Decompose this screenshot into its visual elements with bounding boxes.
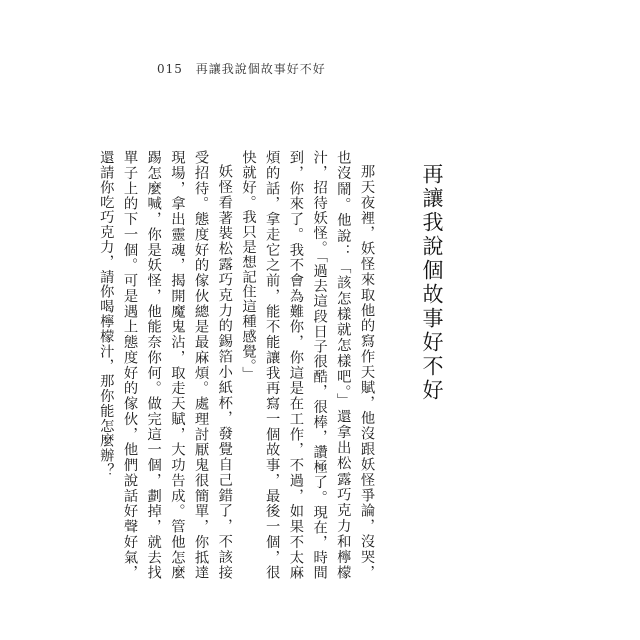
chapter-title: 再讓我說個故事好不好: [420, 163, 444, 403]
running-title: 再讓我說個故事好不好: [195, 62, 326, 76]
body-text: [98, 150, 378, 580]
paragraph: 那天夜裡，妖怪來取他的寫作天賦，他沒跟妖怪爭論，沒哭，也沒鬧。他說：「該怎樣就怎樣吧。」還拿出松露巧克力和檸檬汁，招待妖怪。「過去這段日子很酷，很棒，讚極了。現在，時間到，你來了。我不會為難你，你這是在工作，不過，如果不太麻煩的話，拿走它之前，能不能讓我再寫一個故事，最後一個，很快就好。我只是想記住這種感覺。」: [240, 150, 375, 580]
paragraph: 妖怪看著裝松露巧克力的錫箔小紙杯，發覺自己錯了，不該接受招待。態度好的傢伙總是最麻煩。處理討厭鬼很簡單，你抵達現場，拿出靈魂，揭開魔鬼沾，取走天賦，大功告成。管他怎麼踢怎麼喊，你是妖怪，他能奈你何。做完這一個，劃掉，就去找單子上的下一個。可是遇上態度好的傢伙，他們說話好聲好氣，還請你吃巧克力，請你喝檸檬汁，那你能怎麼辦？: [98, 150, 233, 580]
page-number: 015: [157, 62, 183, 76]
running-header: [157, 60, 326, 77]
